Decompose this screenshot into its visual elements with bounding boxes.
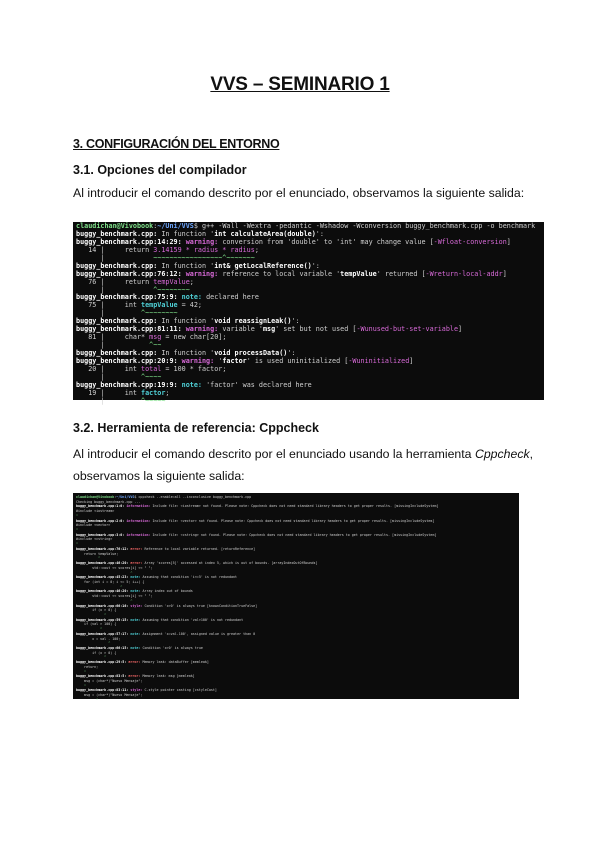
terminal-text-segment: buggy_benchmark.cpp:29:5: bbox=[76, 660, 129, 665]
terminal-text-segment: ^ bbox=[76, 655, 107, 660]
terminal-text-segment: ^~~ bbox=[149, 341, 162, 350]
terminal-text-segment: buggy_benchmark.cpp:3:0: bbox=[76, 532, 127, 537]
terminal-text-segment: buggy_benchmark.cpp:20:9: bbox=[76, 356, 182, 365]
terminal-text-segment: Condition 'x>0' is always true bbox=[142, 646, 203, 650]
terminal-text-segment: note: bbox=[130, 575, 143, 580]
terminal-text-segment: ^ bbox=[76, 598, 133, 603]
terminal-text-segment: buggy_benchmark.cpp:19:9: bbox=[76, 380, 182, 389]
terminal-text-segment: | bbox=[76, 396, 142, 405]
terminal-text-segment: buggy_benchmark.cpp:46:20: bbox=[76, 589, 131, 594]
terminal-text-segment: ' returned [ bbox=[376, 269, 426, 278]
terminal-text-segment: tempValue bbox=[141, 301, 178, 310]
terminal-text-segment: ^~~~~ bbox=[141, 372, 162, 381]
terminal-text-segment: std::cout << scores[i] << " "; bbox=[76, 594, 153, 599]
terminal-text-segment: In function ' bbox=[157, 349, 215, 357]
terminal-text-segment: total bbox=[141, 364, 162, 373]
terminal-text-segment: buggy_benchmark.cpp:75:9: bbox=[76, 293, 182, 302]
terminal-text-segment: = 42; bbox=[177, 301, 202, 310]
terminal-text-segment: $ g++ -Wall -Wextra -pedantic -Wshadow -Wconversion buggy_benchmark.cpp -o benchmark bbox=[193, 222, 536, 230]
terminal-text-segment: buggy_benchmark.cpp: bbox=[76, 229, 158, 238]
terminal-text-segment: tempValue bbox=[153, 277, 190, 286]
terminal-text-segment: std::cout << scores[i] << " "; bbox=[76, 565, 153, 570]
terminal-text-segment: buggy_benchmark.cpp:2:0: bbox=[76, 518, 127, 523]
terminal-text-segment: void processData() bbox=[214, 349, 288, 357]
terminal-text-segment: 19 | int bbox=[76, 388, 142, 397]
terminal-text-segment: = 100 * factor; bbox=[161, 364, 227, 373]
terminal-text-segment: if (x > 0) { bbox=[76, 650, 117, 655]
terminal-text-segment: declared here bbox=[206, 293, 259, 302]
terminal-text-segment: ': bbox=[315, 229, 324, 238]
terminal-text-segment: ; bbox=[165, 388, 170, 397]
terminal-text-segment: | bbox=[76, 372, 142, 381]
terminal-text-segment: Assuming that condition 'i<=5' is not redundant bbox=[142, 575, 238, 580]
terminal-text-segment: ^~~~~~~~~ bbox=[153, 285, 190, 294]
subsection-heading-compiler: 3.1. Opciones del compilador bbox=[73, 163, 247, 177]
terminal-text-segment: conversion from 'double' to 'int' may change value [ bbox=[222, 237, 434, 246]
terminal-text-segment: buggy_benchmark.cpp:59:15: bbox=[76, 617, 131, 622]
terminal-text-segment: note: bbox=[130, 631, 143, 636]
terminal-text-segment: ^ bbox=[76, 584, 123, 589]
cppcheck-intro-part2: , observamos la siguiente salida: bbox=[73, 447, 534, 483]
terminal-text-segment: error: bbox=[128, 674, 143, 679]
terminal-text-segment: ~~~~~~~~~~~~~~~~~^~~~~~~~ bbox=[153, 253, 255, 262]
terminal-text-segment: ^ bbox=[76, 641, 111, 646]
terminal-text-segment: Checking buggy_benchmark.cpp ... bbox=[76, 499, 141, 504]
terminal-text-segment: ; bbox=[254, 245, 259, 254]
terminal-text-segment: buggy_benchmark.cpp: bbox=[76, 317, 158, 326]
terminal-text-segment: 20 | int bbox=[76, 364, 142, 373]
terminal-text-segment: In function ' bbox=[157, 229, 215, 238]
terminal-text-segment: Include file: <cstring> not found. Please note: Cppcheck does not need standard library headers to get proper results. [missingIncludeSystem] bbox=[152, 532, 437, 537]
terminal-text-segment: claudichan@Vivobook bbox=[76, 222, 154, 230]
terminal-text-segment: | bbox=[76, 285, 154, 294]
terminal-text-segment: buggy_benchmark.cpp:83:5: bbox=[76, 674, 129, 679]
terminal-text-segment: ] bbox=[409, 356, 414, 365]
terminal-text-segment: #include <vector> bbox=[76, 523, 111, 528]
terminal-text-segment: buggy_benchmark.cpp:66:16: bbox=[76, 603, 131, 608]
terminal-text-segment: buggy_benchmark.cpp:14:29: bbox=[76, 237, 186, 246]
terminal-text-segment: error: bbox=[130, 561, 145, 566]
terminal-text-segment: | bbox=[76, 309, 142, 318]
terminal-text-segment: ^ bbox=[76, 528, 79, 533]
terminal-text-segment: Include file: <vector> not found. Please note: Cppcheck does not need standard library headers to get proper results. [missingIncludeSystem] bbox=[152, 518, 435, 523]
section-heading: 3. CONFIGURACIÓN DEL ENTORNO bbox=[73, 137, 280, 151]
terminal-text-segment: 'factor' was declared here bbox=[206, 380, 312, 389]
terminal-text-segment: Memory leak: dataBuffer [memleak] bbox=[142, 660, 209, 665]
terminal-text-segment: Array index out of bounds bbox=[142, 589, 193, 594]
terminal-text-segment: | bbox=[76, 253, 154, 262]
terminal-text-segment: Condition 'x>0' is always true [knownConditionTrueFalse] bbox=[144, 603, 258, 608]
terminal-text-segment: buggy_benchmark.cpp: bbox=[76, 261, 158, 270]
terminal-text-segment: note: bbox=[181, 293, 207, 302]
terminal-text-segment: C-style pointer casting [cstyleCast] bbox=[144, 688, 217, 693]
terminal-text-segment: buggy_benchmark.cpp:76:12: bbox=[76, 269, 186, 278]
terminal-text-segment: ^ bbox=[76, 570, 133, 575]
terminal-text-segment: int& getLocalReference() bbox=[214, 261, 312, 270]
terminal-text-segment: note: bbox=[130, 589, 143, 594]
terminal-text-segment: buggy_benchmark.cpp:66:15: bbox=[76, 646, 131, 650]
terminal-text-segment: ^~~~~~ bbox=[141, 396, 166, 405]
terminal-text-segment: ] bbox=[506, 237, 511, 246]
terminal-text-segment: ^ bbox=[76, 697, 99, 702]
terminal-text-segment: Assuming that condition 'val>100' is not redundant bbox=[142, 617, 244, 622]
cppcheck-output-terminal bbox=[73, 493, 519, 702]
terminal-text-segment: error: bbox=[130, 546, 145, 551]
terminal-text-segment: msg = (char*)"Nuevo Mensaje"; bbox=[76, 679, 143, 684]
terminal-text-segment: ; bbox=[189, 277, 194, 286]
terminal-text-segment: ' bbox=[218, 356, 223, 365]
terminal-text-segment: | bbox=[76, 341, 150, 350]
terminal-text-segment: buggy_benchmark.cpp:45:23: bbox=[76, 575, 131, 580]
terminal-text-segment: msg = (char*)"Nuevo Mensaje"; bbox=[76, 693, 143, 698]
terminal-text-segment: void reassignLeak() bbox=[214, 317, 292, 326]
terminal-text-segment: : bbox=[153, 222, 158, 230]
terminal-text-segment: In function ' bbox=[157, 317, 215, 326]
subsection-heading-cppcheck: 3.2. Herramienta de referencia: Cppcheck bbox=[73, 421, 319, 435]
terminal-text-segment: $ cppcheck --enable=all --inconclusive buggy_benchmark.cpp bbox=[134, 495, 252, 499]
terminal-text-segment: 14 | return bbox=[76, 245, 154, 254]
terminal-text-segment: buggy_benchmark.cpp:1:0: bbox=[76, 504, 127, 509]
terminal-text-segment: tempValue bbox=[340, 269, 377, 278]
terminal-text-segment: claudichan@Vivobook bbox=[76, 495, 115, 499]
terminal-text-segment: note: bbox=[130, 617, 143, 622]
terminal-text-segment: Memory leak: msg [memleak] bbox=[142, 674, 195, 679]
terminal-text-segment: ^~~~~~~~~ bbox=[141, 309, 178, 318]
terminal-text-segment: ] bbox=[502, 269, 507, 278]
terminal-text-segment: 75 | int bbox=[76, 301, 142, 310]
terminal-text-segment: x = val - 100; bbox=[76, 636, 121, 641]
terminal-text-segment: information: bbox=[126, 532, 153, 537]
terminal-text-segment: note: bbox=[130, 646, 143, 650]
terminal-text-segment: Include file: <iostream> not found. Please note: Cppcheck does not need standard library headers to get proper results. [missingIncludeSystem] bbox=[152, 504, 439, 509]
document-title: VVS – SEMINARIO 1 bbox=[210, 74, 390, 95]
terminal-text-segment: ~/Uni/VVS bbox=[116, 495, 135, 499]
terminal-text-segment: factor bbox=[222, 356, 247, 365]
terminal-text-segment: buggy_benchmark.cpp:57:17: bbox=[76, 631, 131, 636]
terminal-text-segment: factor bbox=[141, 388, 166, 397]
terminal-text-segment: information: bbox=[126, 518, 153, 523]
terminal-text-segment: Reference to local variable returned. [returnReference] bbox=[144, 546, 256, 551]
compiler-output-terminal bbox=[73, 222, 544, 405]
terminal-text-segment: : bbox=[114, 495, 117, 499]
terminal-text-segment: warning: bbox=[185, 269, 223, 278]
terminal-text-segment: = new char[20]; bbox=[161, 333, 227, 342]
terminal-text-segment: error: bbox=[128, 660, 143, 665]
terminal-text-segment: ' is used uninitialized [ bbox=[246, 356, 349, 365]
terminal-text-segment: ^ bbox=[76, 612, 107, 617]
terminal-text-segment: ^ bbox=[76, 513, 79, 518]
terminal-text-segment: style: bbox=[130, 688, 145, 693]
terminal-text-segment: information: bbox=[126, 504, 153, 509]
terminal-text-segment: warning: bbox=[185, 237, 223, 246]
terminal-text-segment: buggy_benchmark.cpp: bbox=[76, 349, 158, 357]
terminal-text-segment: -Wuninitialized bbox=[348, 356, 410, 365]
terminal-text-segment: ': bbox=[287, 349, 296, 357]
terminal-line bbox=[76, 698, 516, 703]
terminal-text-segment: ^ bbox=[76, 627, 103, 632]
terminal-text-segment: note: bbox=[181, 380, 207, 389]
terminal-text-segment: int calculateArea(double) bbox=[214, 229, 316, 238]
terminal-text-segment: #include <cstring> bbox=[76, 537, 113, 542]
terminal-text-segment: In function ' bbox=[157, 261, 215, 270]
terminal-text-segment: if (val > 100) { bbox=[76, 622, 117, 627]
terminal-text-segment: -Wreturn-local-addr bbox=[425, 269, 503, 278]
terminal-text-segment: ': bbox=[291, 317, 300, 326]
terminal-text-segment: style: bbox=[130, 603, 145, 608]
terminal-text-segment: ^ bbox=[76, 556, 101, 561]
terminal-text-segment: return; bbox=[76, 664, 99, 669]
terminal-text-segment: 3.14159 * radius * radius bbox=[153, 245, 255, 254]
terminal-text-segment: warning: bbox=[185, 325, 223, 334]
terminal-text-segment: ^ bbox=[76, 683, 87, 688]
terminal-text-segment: return tempValue; bbox=[76, 551, 119, 556]
terminal-text-segment: msg bbox=[262, 325, 276, 334]
terminal-text-segment: variable ' bbox=[222, 325, 263, 334]
terminal-text-segment: ^ bbox=[76, 542, 79, 547]
terminal-text-segment: buggy_benchmark.cpp:76:12: bbox=[76, 546, 131, 551]
terminal-text-segment: ^ bbox=[76, 669, 87, 674]
terminal-text-segment: ] bbox=[458, 325, 463, 334]
cppcheck-intro-part1: Al introducir el comando descrito por el enunciado usando la herramienta bbox=[73, 447, 475, 461]
terminal-text-segment: for (int i = 0; i <= 5; i++) { bbox=[76, 579, 145, 584]
compiler-intro-text: Al introducir el comando descrito por el enunciado, observamos la siguiente salida: bbox=[73, 186, 525, 200]
cppcheck-tool-name: Cppcheck bbox=[474, 447, 530, 461]
terminal-text-segment: ~/Uni/VVS bbox=[157, 222, 194, 230]
terminal-text-segment: ': bbox=[311, 261, 320, 270]
terminal-text-segment: ' set but not used [ bbox=[275, 325, 357, 334]
terminal-text-segment: Array 'scores[5]' accessed at index 5, which is out of bounds. [arrayIndexOutOfBounds] bbox=[144, 561, 318, 566]
terminal-line bbox=[76, 398, 541, 406]
terminal-text-segment: 81 | char* bbox=[76, 333, 150, 342]
terminal-text-segment: if (x > 0) { bbox=[76, 608, 117, 613]
terminal-text-segment: -Wfloat-conversion bbox=[433, 237, 507, 246]
terminal-text-segment: reference to local variable ' bbox=[222, 269, 341, 278]
terminal-text-segment: buggy_benchmark.cpp:83:11: bbox=[76, 688, 131, 693]
terminal-text-segment: #include <iostream> bbox=[76, 509, 115, 514]
terminal-text-segment: warning: bbox=[181, 356, 219, 365]
cppcheck-intro-text bbox=[73, 443, 535, 487]
terminal-text-segment: msg bbox=[149, 333, 162, 342]
terminal-text-segment: -Wunused-but-set-variable bbox=[356, 325, 459, 334]
terminal-text-segment: buggy_benchmark.cpp:81:11: bbox=[76, 325, 186, 334]
terminal-text-segment: Assignment 'x=val-100', assigned value is greater than 0 bbox=[142, 631, 256, 636]
terminal-text-segment: buggy_benchmark.cpp:46:20: bbox=[76, 561, 131, 566]
terminal-text-segment: 76 | return bbox=[76, 277, 154, 286]
